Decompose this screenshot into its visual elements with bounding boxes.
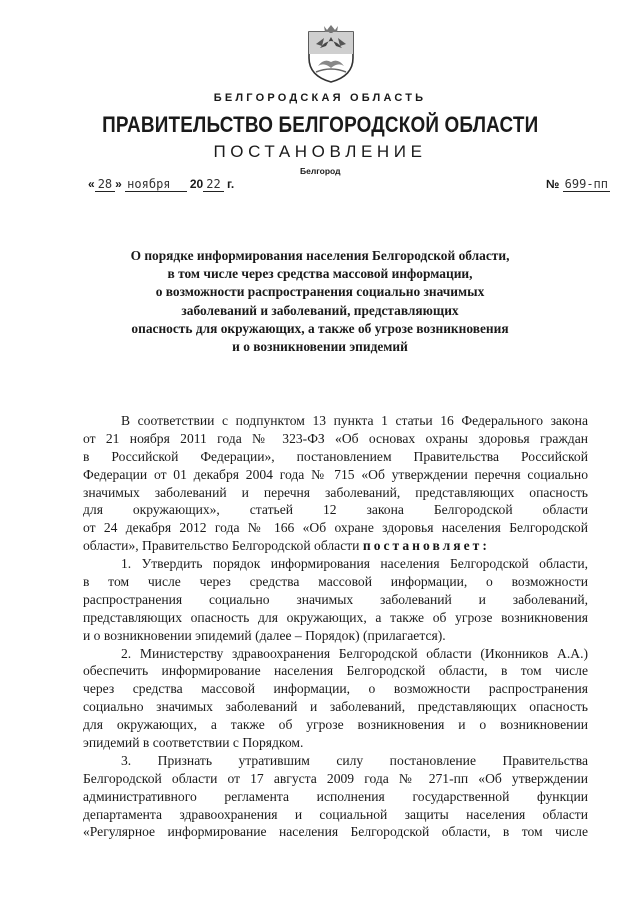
number-value: 699-пп — [564, 177, 608, 191]
body-line: 1. Утвердить порядок информирования населения Белгородской области, — [121, 556, 588, 572]
body-line: в том числе через средства массовой информации, о возможности — [83, 574, 588, 590]
body-line: через средства массовой информации, о возможности распространения — [83, 681, 588, 697]
body-line: эпидемий в соответствии с Порядком. — [83, 735, 304, 751]
body-line: для окружающих», статьей 12 закона Белгородской области — [83, 502, 588, 518]
body-line-resolves — [83, 537, 588, 555]
resolves-word: постановляет: — [362, 538, 490, 554]
date-year: 22 — [203, 177, 223, 192]
title-line: заболеваний и заболеваний, представляющих — [181, 302, 459, 318]
body-line: социально значимых заболеваний и заболеваний, представляющих опасность — [83, 699, 588, 715]
document-body — [83, 412, 588, 841]
date-suffix: г. — [227, 177, 235, 191]
body-line: от 24 декабря 2012 года № 166 «Об охране здоровья населения Белгородской — [83, 520, 588, 536]
title-line: в том числе через средства массовой информации, — [167, 266, 473, 282]
body-line: «Регулярное информирование населения Белгородской области, в том числе — [83, 824, 588, 840]
body-line: 2. Министерству здравоохранения Белгородской области (Иконников А.А.) — [121, 645, 588, 661]
body-line: и о возникновении эпидемий (далее – Порядок) (прилагается). — [83, 627, 446, 643]
body-line: административного регламента исполнения государственной функции — [83, 788, 588, 804]
date-open-quote: « — [88, 177, 95, 191]
body-line: В соответствии с подпунктом 13 пункта 1 статьи 16 Федерального закона — [121, 413, 588, 428]
body-line: от 21 ноября 2011 года № 323-ФЗ «Об основах охраны здоровья граждан — [83, 430, 588, 446]
number-label: № — [545, 177, 560, 191]
body-line: для окружающих, а также об угрозе возникновения и о возникновении — [83, 717, 588, 733]
body-line: обеспечить информирование населения Белгородской области, в том числе — [83, 663, 588, 679]
document-date — [88, 177, 234, 191]
body-line: распространения социально значимых заболеваний и заболеваний, — [83, 591, 588, 607]
date-year-prefix: 20 — [189, 177, 204, 191]
region-heading: БЕЛГОРОДСКАЯ ОБЛАСТЬ — [213, 92, 427, 104]
document-type: ПОСТАНОВЛЕНИЕ — [213, 142, 427, 161]
title-line: о возможности распространения социально значимых — [155, 284, 485, 300]
document-number — [546, 177, 610, 191]
body-line: Белгородской области от 17 августа 2009 года № 271-пп «Об утверждении — [83, 770, 588, 786]
document-title — [60, 247, 580, 356]
body-line: представляющих опасность для окружающих, а также об угрозе возникновения — [83, 609, 588, 625]
date-day: 28 — [95, 177, 115, 192]
city-name: Белгород — [300, 166, 341, 176]
body-line: значимых заболеваний и перечня заболеваний, представляющих опасность — [83, 484, 588, 500]
date-month: ноября — [125, 177, 186, 192]
government-heading: ПРАВИТЕЛЬСТВО БЕЛГОРОДСКОЙ ОБЛАСТИ — [102, 112, 539, 137]
title-line: и о возникновении эпидемий — [232, 339, 408, 355]
body-line: в Российской Федерации», постановлением Правительства Российской — [83, 448, 588, 464]
body-line: департамента здравоохранения и социальной защиты населения области — [83, 806, 588, 822]
title-line: опасность для окружающих, а также об угрозе возникновения — [131, 320, 509, 336]
body-line: Федерации от 01 декабря 2004 года № 715 «Об утверждении перечня социально — [83, 466, 588, 482]
title-line: О порядке информирования населения Белгородской области, — [130, 248, 510, 263]
coat-of-arms-emblem — [306, 22, 356, 84]
date-close-quote: » — [115, 177, 122, 191]
body-line: 3. Признать утратившим силу постановление Правительства — [121, 752, 588, 768]
body-line-text: области», Правительство Белгородской области — [83, 538, 360, 554]
